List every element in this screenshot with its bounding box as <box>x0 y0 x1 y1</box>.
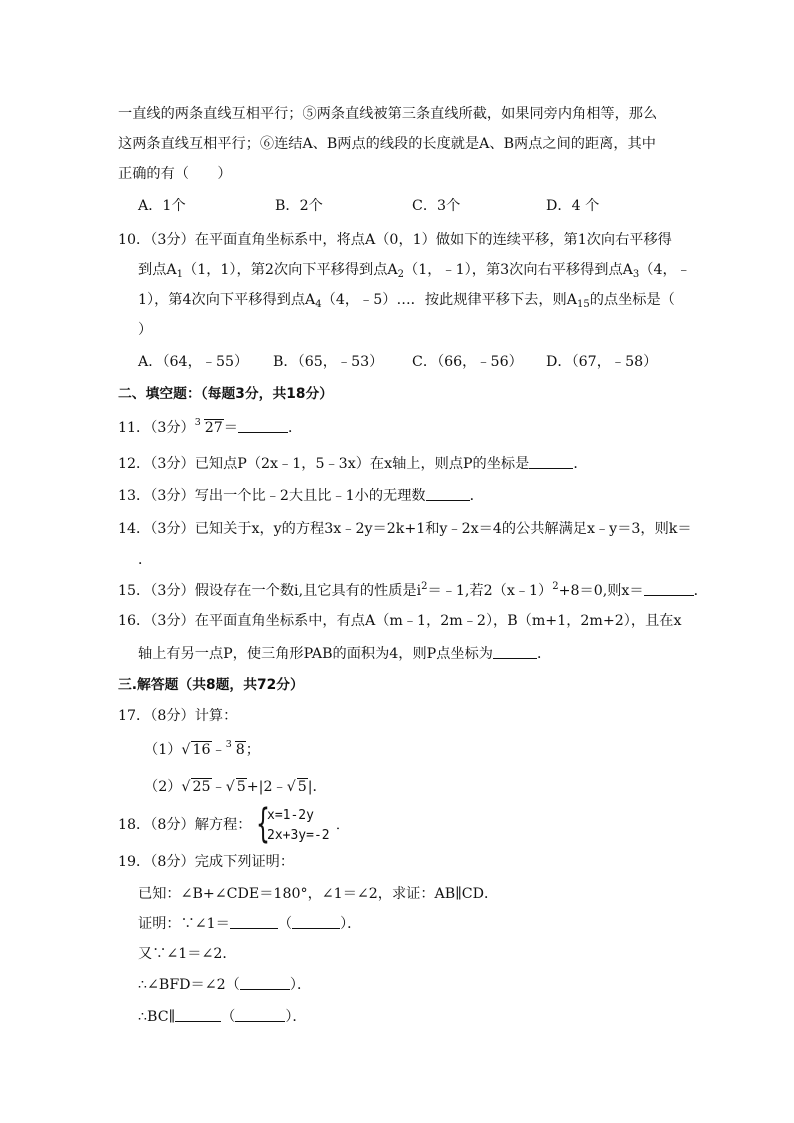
sqrt-symbol: √ <box>181 779 191 795</box>
cube-root: 3 8 <box>225 739 245 758</box>
q17-part-1: （1）√ 16﹣ 3 8； <box>144 739 260 758</box>
q12-answer-blank[interactable] <box>529 454 573 469</box>
q9-option-d[interactable]: D．4 个 <box>546 198 600 214</box>
q10-option-d[interactable]: D．（67，﹣58） <box>546 354 658 370</box>
section-3-heading: 三.解答题（共8题，共72分） <box>118 677 304 693</box>
q18-equation-system <box>256 801 350 847</box>
q10-text-line-2: 到点$A_1(1$，1），第2次向下平移得到点$A_2(1$，﹣1），第3次向右平移得到点$A_3(4$，﹣ <box>138 262 691 280</box>
q16-answer-blank[interactable] <box>493 644 537 659</box>
sqrt-symbol: √ <box>181 742 191 758</box>
q18-equation-2: 2x+3y=-2 <box>267 828 330 843</box>
q19-proof-line-1: 证明：∵∠1＝ （ ）． <box>138 916 362 932</box>
q18-end: ． <box>336 818 350 833</box>
sqrt-symbol: √ <box>286 779 296 795</box>
q19-proof-line-4: ∴BC∥ （ ）． <box>138 1009 307 1025</box>
sqrt-symbol: √ <box>225 779 235 795</box>
q18-equation-1: x=1-2y <box>267 808 314 823</box>
q11: 11．（3分） 3 27＝ ． <box>118 417 303 436</box>
cube-root: 3 27 <box>194 417 223 436</box>
q19-title: 19．（8分）完成下列证明： <box>118 854 295 870</box>
q18-prompt: 18．（8分）解方程： <box>118 817 252 833</box>
q9-option-a[interactable]: A．1个 <box>138 198 186 214</box>
q9-option-b[interactable]: B．2个 <box>275 198 323 214</box>
q10-text-line-1: 10．（3分）在平面直角坐标系中，将点A（0，1）做如下的连续平移，第1次向右平移得 <box>118 232 672 248</box>
q19-blank-2[interactable] <box>292 914 340 929</box>
q10-option-a[interactable]: A．（64，﹣55） <box>138 354 249 370</box>
q16-line-2: 轴上有另一点P，使三角形PAB的面积为4，则P点坐标为 ． <box>138 646 552 662</box>
q17-part-2: （2）√ 25﹣√ 5+|2﹣√ 5|． <box>144 779 327 795</box>
q19-blank-4[interactable] <box>175 1007 221 1022</box>
q19-proof-line-3: ∴∠BFD＝∠2（ ）． <box>138 977 312 993</box>
q10-option-b[interactable]: B．（65，﹣53） <box>273 354 384 370</box>
q9-text-line-1: 一直线的两条直线互相平行；⑤两条直线被第三条直线所截，如果同旁内角相等，那么 <box>118 106 658 122</box>
q9-text-line-3: 正确的有（ ） <box>118 166 232 182</box>
q11-answer-blank[interactable] <box>238 418 288 433</box>
q10-option-c[interactable]: C．（66，﹣56） <box>412 354 523 370</box>
q15-answer-blank[interactable] <box>644 581 694 596</box>
q19-proof-line-2: 又∵∠1＝∠2． <box>138 946 237 962</box>
left-brace: { <box>256 801 270 847</box>
q14-line-1: 14．（3分）已知关于x，y的方程3x﹣2y＝2k+1和y﹣2x＝4的公共解满足x﹣y＝3，则k＝ <box>118 521 692 537</box>
q12: 12．（3分）已知点P（2x﹣1，5﹣3x）在x轴上，则点P的坐标是 ． <box>118 456 588 472</box>
q9-text-line-2: 这两条直线互相平行；⑥连结A、B两点的线段的长度就是A、B两点之间的距离，其中 <box>118 136 656 152</box>
q13: 13．（3分）写出一个比﹣2大且比﹣1小的无理数 ． <box>118 488 484 504</box>
q19-blank-3[interactable] <box>240 975 290 990</box>
q10-text-line-3: 1），第4次向下平移得到点$A_4(4$，﹣5）…．按此规律平移下去，则$A_{15}$的点坐标是（ <box>138 292 675 310</box>
q19-blank-1[interactable] <box>230 914 278 929</box>
q13-answer-blank[interactable] <box>426 486 470 501</box>
q19-given: 已知：∠B+∠CDE＝180°，∠1＝∠2，求证：AB∥CD． <box>138 886 499 902</box>
section-2-heading: 二、填空题：（每题3分，共18分） <box>118 386 334 402</box>
q19-blank-5[interactable] <box>235 1007 285 1022</box>
q16-line-1: 16．（3分）在平面直角坐标系中，有点A（m﹣1，2m﹣2），B（m+1，2m+2），且在x <box>118 613 682 629</box>
q17-title: 17．（8分）计算： <box>118 708 238 724</box>
q10-text-line-4: ） <box>138 322 153 338</box>
q14-line-2: ． <box>138 552 153 568</box>
q9-option-c[interactable]: C．3个 <box>412 198 461 214</box>
q15: 15．（3分）假设存在一个数i,且它具有的性质是$i^2=﹣1$,若2（x﹣1）$^2$+8＝0,则x＝ ． <box>118 581 708 599</box>
